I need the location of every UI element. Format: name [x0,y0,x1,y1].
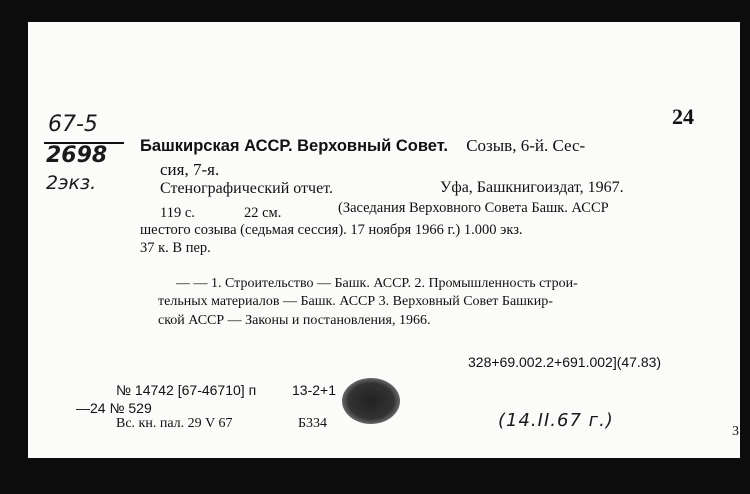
classification: 328+69.002.2+691.002](47.83) [468,354,662,370]
footer-chamber: Вс. кн. пал. 29 V 67 [116,416,233,431]
desc-line3: 37 к. В пер. [140,240,211,256]
scan-border-right [740,0,750,494]
subjects-line3: ской АССР — Законы и постановления, 1966. [158,313,431,328]
heading-line2: сия, 7-я. [160,160,220,179]
scan-border-top [0,0,750,22]
handwritten-code-top: 67-5 [48,112,98,137]
subjects-line2: тельных материалов — Башк. АССР 3. Верховный Совет Башкир- [158,294,553,309]
ink-stamp [342,378,400,424]
heading-bold: Башкирская АССР. Верховный Совет. [140,137,448,155]
desc-note: (Заседания Верховного Совета Башк. АССР [338,200,609,216]
heading-rest: Созыв, 6-й. Сес- [466,136,586,155]
entry-heading [140,136,585,156]
handwritten-code-bottom: 2698 [46,143,108,168]
scan-border-bottom [0,458,750,494]
subjects-line1: — — 1. Строительство — Башк. АССР. 2. Промышленность строи- [176,276,578,291]
card-number: 24 [672,104,694,129]
footer-code: 13-2+1 [292,382,336,398]
footer-b-code: Б334 [298,416,328,431]
footer-number: —24 № 529 [76,400,152,416]
desc-line2: шестого созыва (седьмая сессия). 17 ноября 1966 г.) 1.000 экз. [140,222,523,238]
imprint: Уфа, Башкнигоиздат, 1967. [440,179,624,196]
handwritten-bottom-right: (14.II.67 г.) [498,410,614,431]
desc-size: 22 см. [244,205,282,221]
scan-border-left [0,0,28,494]
title-line: Стенографический отчет. [160,180,333,197]
edge-mark: 3 [732,424,739,439]
footer-record: № 14742 [67-46710] п [116,382,257,398]
desc-pages: 119 с. [160,205,195,221]
handwritten-copies: 2экз. [46,172,97,194]
